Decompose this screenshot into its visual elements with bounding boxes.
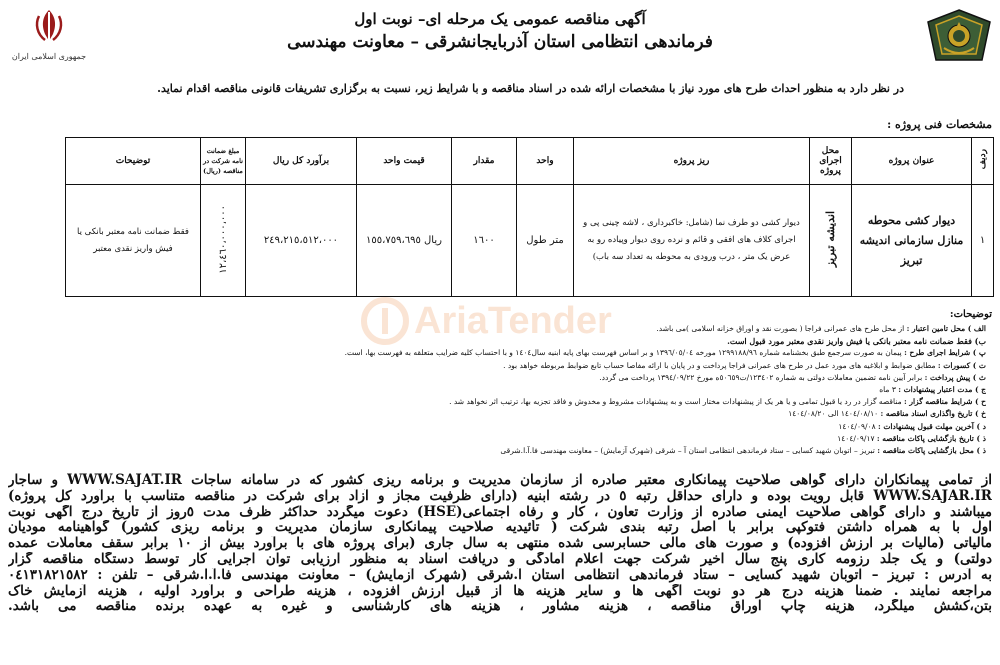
notice-header bbox=[0, 4, 1000, 66]
col-row-header: ردیف bbox=[972, 138, 994, 185]
paragraph-line: مراجعه نمایند . ضمنا هزینه درج هر دو نوبت آگهی ها و سایر هزینه ها از قبیل ارزش افزوده ، هزینه طراحی و برآورد اولیه ، هزینه آزمایش خاک bbox=[8, 583, 992, 599]
col-quantity-header: مقدار bbox=[452, 138, 517, 185]
cell-details: دیوار کشی دو طرف نما (شامل: خاکبرداری ، لاشه چینی پی و اجرای کلاف های افقی و قائم و نرده روی دیوار وپیاده رو به عرض یک متر ، درب ورودی به محوطه به تعداد سه باب) bbox=[574, 185, 810, 297]
cell-project-title: دیوار کشی محوطه منازل سازمانی اندیشه تبریز bbox=[852, 185, 972, 297]
cell-unit-price: ریال ١٥٥،٧٥٩،٦٩٥ bbox=[357, 185, 452, 297]
table-header-row bbox=[66, 138, 994, 185]
list-item: ح ) شرایط مناقصه گزار : مناقصه گزار در رد یا قبول تمامی و یا هر یک از پیشنهادات مختار است و به پیشنهادات مشروط و مخدوش و فاقد تجزیه بها، ترتیب اثر نخواهد شد . bbox=[449, 397, 986, 407]
notes-list bbox=[86, 323, 986, 457]
col-location-header: محل اجرای پروژه bbox=[810, 138, 852, 185]
paragraph-line: بتن،کشش میلگرد، هزینه چاپ اوراق مناقصه ، هزینه مشاور ، هزینه های کارشناسی و غیره به عهده برنده مناقصه می باشد. bbox=[8, 599, 992, 615]
paragraph-line: به آدرس : تبریز – اتوبان شهید کسایی – ستاد فرماندهی انتظامی استان آ.شرقی (شهرک آزمایش) – معاونت مهندسی فا.آ.ا.شرقی – تلفن : ٠٤١٣١٨٢١٥٨٢ bbox=[8, 567, 992, 583]
police-emblem-icon bbox=[924, 8, 994, 64]
cell-guarantee: ١٢،٤٦٠،٠٠٠،٠٠٠ bbox=[201, 185, 246, 297]
col-total-header: برآورد کل ریال bbox=[246, 138, 357, 185]
cell-total: ٢٤٩،٢١٥،٥١٢،٠٠٠ bbox=[246, 185, 357, 297]
list-item: ب) فقط ضمانت نامه معتبر بانکی یا فیش واریز نقدی معتبر مورد قبول است. bbox=[727, 336, 986, 347]
list-item: ذ ) محل بازگشایی پاکات مناقصه : تبریز – اتوبان شهید کسایی – ستاد فرماندهی انتظامی استان آ – شرقی (شهرک آزمایش) – معاونت مهندسی فا.آ.ا.شرقی bbox=[500, 445, 986, 455]
project-specs-table bbox=[65, 137, 994, 297]
col-unit-header: واحد bbox=[517, 138, 574, 185]
col-guarantee-header: مبلغ ضمانت نامه شرکت در مناقصه (ریال) bbox=[201, 138, 246, 185]
specs-heading: مشخصات فنی پروژه : bbox=[887, 118, 992, 131]
cell-quantity: ١٦٠٠ bbox=[452, 185, 517, 297]
list-item: ذ ) تاریخ بازگشایی پاکات مناقصه : ١٤٠٤/٠٩/١٧ bbox=[837, 433, 986, 443]
notes-heading: توضیحات: bbox=[949, 309, 992, 320]
list-item: ث ) پیش پرداخت : برابر آیین نامه تضمین معاملات دولتی به شماره ١٢٣٤٠٢/ت٥٠٦٥٩ه مورخ ١٣٩٤/٠٩/٢٢ پرداخت می گردد. bbox=[599, 372, 986, 382]
list-item: الف ) محل تامین اعتبار : از محل طرح های عمرانی فراجا ( بصورت نقد و اوراق خزانه اسلامی )می باشد. bbox=[656, 324, 986, 333]
col-notes-header: توضیحات bbox=[66, 138, 201, 185]
paragraph-line: مالیاتی (مالیات بر ارزش افزوده) و صورت های مالی حسابرسی شده منتهی به سال جاری (برای پروژه های با برآورد بیش از ١٠ برابر سقف معاملات عمده bbox=[8, 536, 992, 552]
cell-row-number: ١ bbox=[972, 185, 994, 297]
iran-emblem-icon bbox=[29, 6, 69, 46]
paragraph-line: WWW.SAJAR.IR قابل رویت بوده و دارای حداقل رتبه ٥ در رشته ابنیه (دارای ظرفیت مجاز و آزاد برای شرکت در مناقصه متناسب با برآورد کل پروژه) bbox=[8, 488, 992, 504]
list-item: پ ) شرایط اجرای طرح : پیمان به صورت سرجمع طبق بخشنامه شماره ١٢٩٩١٨٨/٩٦ مورخه ١٣٩٦/٠٥/٠٤ و بر اساس فهرست بهای پایه ابنیه سال١٤٠٤ و با احتساب کلیه ضرایب متعلقه به فهرست بها، است. bbox=[344, 348, 986, 358]
notice-title: آگهی مناقصه عمومی یک مرحله ای– نوبت اول bbox=[354, 10, 646, 28]
watermark-text: AriaTender bbox=[414, 300, 612, 342]
list-item: د ) آخرین مهلت قبول پیشنهادات : ١٤٠٤/٠٩/٠٨ bbox=[838, 421, 986, 431]
list-item: ت ) کسورات : مطابق ضوابط و ابلاغیه های مورد عمل در طرح های عمرانی فراجا پرداخت و در پایان با ارائه مفاصا حساب تابع ضوابط مربوطه خواهد بود . bbox=[503, 360, 986, 370]
islamic-republic-emblem bbox=[10, 6, 88, 68]
col-title-header: عنوان پروژه bbox=[852, 138, 972, 185]
paragraph-line: اول با به همراه داشتن فتوکپی برابر با اصل رتبه بندی شرکت ( تأئیدیه صلاحیت پیمانکاری سازمان مدیریت و برنامه ریزی کشور) گواهینامه مودیان bbox=[8, 520, 992, 536]
col-details-header: ریز پروژه bbox=[574, 138, 810, 185]
emblem-caption: جمهوری اسلامی ایران bbox=[11, 52, 87, 61]
notice-subtitle: فرماندهی انتظامی استان آذربایجانشرقی – معاونت مهندسی bbox=[287, 32, 713, 52]
intro-text: در نظر دارد به منظور احداث طرح های مورد نیاز با مشخصات ارائه شده در اسناد مناقصه و با شرایط زیر، نسبت به برگزاری تشریفات قانونی مناقصه اقدام نماید. bbox=[157, 82, 904, 95]
cell-unit: متر طول bbox=[517, 185, 574, 297]
paragraph-line: از تمامی پیمانکاران دارای گواهی صلاحیت پیمانکاری معتبر صادره از سازمان مدیریت و برنامه ریزی کشور که در سامانه ساجات WWW.SAJAT.IR و ساجار bbox=[8, 473, 992, 488]
paragraph-line: میباشند و دارای گواهی صلاحیت ایمنی صادره از وزارت تعاون ، کار و رفاه اجتماعی(HSE) دعوت میگردد حداکثر ظرف مدت ٥روز از تاریخ درج آگهی نوبت bbox=[8, 504, 992, 520]
paragraph-line: دولتی) و یک جلد رزومه کاری پنج سال اخیر شرکت جهت اعلام آمادگی و دریافت اسناد به منظور ارزیابی توان اجرایی کار توسط دستگاه مناقصه گزار bbox=[8, 551, 992, 567]
list-item: خ ) تاریخ واگذاری اسناد مناقصه : ١٤٠٤/٠٨/١٠ الی ١٤٠٤/٠٨/٢٠ bbox=[788, 409, 986, 419]
list-item: ج ) مدت اعتبار پیشنهادات : ٣ ماه bbox=[879, 384, 986, 394]
table-row bbox=[66, 185, 994, 297]
cell-location: اندیشه تبریز bbox=[810, 185, 852, 297]
col-unit-price-header: قیمت واحد bbox=[357, 138, 452, 185]
cell-notes: فقط ضمانت نامه معتبر بانکی یا فیش واریز نقدی معتبر bbox=[66, 185, 201, 297]
invitation-paragraph bbox=[8, 473, 992, 615]
